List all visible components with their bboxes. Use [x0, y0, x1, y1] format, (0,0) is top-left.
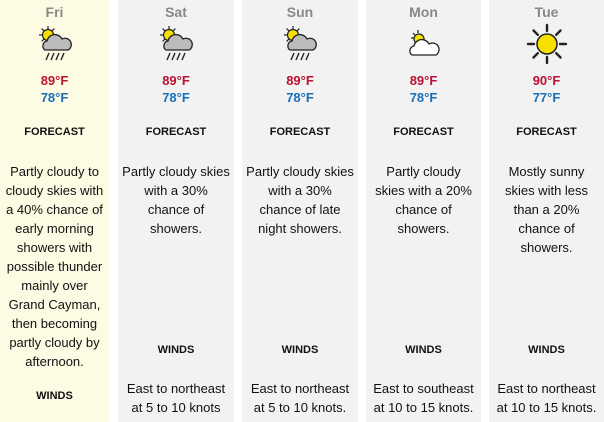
sunny-icon — [526, 23, 568, 65]
partly-cloudy-rain-icon — [155, 23, 197, 65]
high-temperature: 90°F — [532, 73, 561, 88]
low-temperature: 77°F — [532, 90, 561, 105]
forecast-text: Partly cloudy skies with a 20% chance of showers. — [375, 164, 472, 236]
winds-heading: WINDS — [281, 344, 319, 356]
low-temperature: 78°F — [40, 90, 69, 105]
day-name: Sat — [165, 4, 187, 20]
day-name: Tue — [534, 4, 559, 20]
forecast-heading: FORECAST — [516, 126, 577, 138]
winds-heading: WINDS — [36, 390, 73, 402]
low-temperature: 78°F — [162, 90, 190, 105]
partly-cloudy-icon — [403, 23, 445, 65]
forecast-text: Partly cloudy to cloudy skies with a 40% chance of early morning showers with possible thunder mainly over Grand Cayman, then becoming partly cloudy by afternoon. — [5, 164, 104, 369]
day-column-mon — [366, 0, 481, 422]
partly-cloudy-rain-icon — [34, 23, 76, 65]
day-column-sat — [118, 0, 234, 422]
high-temperature: 89°F — [409, 73, 438, 88]
day-column-tue — [489, 0, 604, 422]
forecast-heading: FORECAST — [145, 126, 207, 138]
day-column-fri — [0, 0, 109, 422]
forecast-heading: FORECAST — [393, 126, 454, 138]
day-name: Fri — [45, 4, 64, 20]
forecast-heading: FORECAST — [269, 126, 331, 138]
forecast-text: Partly cloudy skies with a 30% chance of late night showers. — [246, 164, 354, 236]
day-name: Mon — [409, 4, 438, 20]
partly-cloudy-rain-icon — [279, 23, 321, 65]
winds-heading: WINDS — [157, 344, 195, 356]
winds-text: East to northeast at 10 to 15 knots. — [496, 381, 597, 415]
low-temperature: 78°F — [286, 90, 314, 105]
high-temperature: 89°F — [162, 73, 190, 88]
winds-text: East to southeast at 10 to 15 knots. — [373, 381, 474, 415]
day-name: Sun — [286, 4, 314, 20]
forecast-text: Mostly sunny skies with less than a 20% chance of showers. — [504, 164, 589, 255]
high-temperature: 89°F — [40, 73, 69, 88]
winds-heading: WINDS — [405, 344, 442, 356]
low-temperature: 78°F — [409, 90, 438, 105]
forecast-text: Partly cloudy skies with a 30% chance of showers. — [122, 164, 230, 236]
day-column-sun — [242, 0, 358, 422]
forecast-heading: FORECAST — [24, 126, 85, 138]
high-temperature: 89°F — [286, 73, 314, 88]
winds-heading: WINDS — [528, 344, 565, 356]
winds-text: East to northeast at 5 to 10 knots — [126, 381, 226, 415]
winds-text: East to northeast at 5 to 10 knots. — [250, 381, 350, 415]
